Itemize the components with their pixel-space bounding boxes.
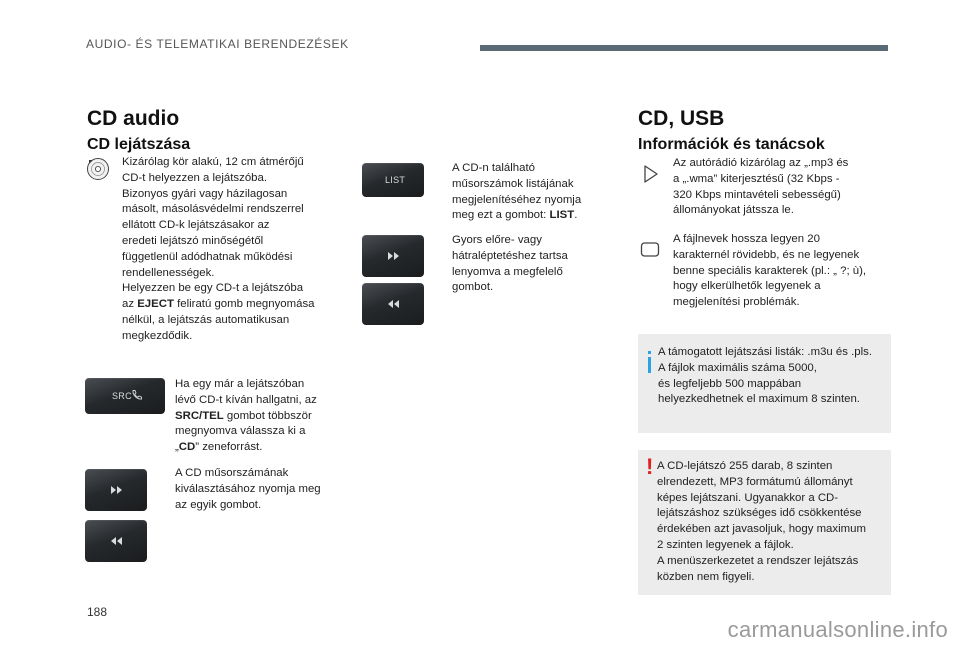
- section-title-cd-usb: CD, USB: [638, 107, 725, 130]
- list-keyword: LIST: [549, 209, 575, 222]
- text-line: gombot.: [452, 281, 494, 294]
- text-fragment: .: [574, 209, 578, 222]
- text-line: elrendezett, MP3 formátumú állományt: [657, 475, 853, 488]
- text-line: [175, 440, 340, 456]
- text-line: A fájlnevek hossza legyen 20: [673, 233, 820, 245]
- section-title-cd-audio: CD audio: [87, 107, 180, 130]
- text-line: megjelenítéséhez nyomja: [452, 193, 582, 206]
- text-fragment: „: [175, 441, 179, 454]
- phone-icon: [131, 389, 143, 401]
- text-line: lenyomva a megfelelő: [452, 265, 563, 278]
- text-line: hogy elkerülhetők legyenek a: [673, 280, 821, 293]
- text-line: érdekében azt javasoljuk, hogy maximum: [657, 523, 866, 536]
- text-line: megkezdődik.: [122, 329, 193, 342]
- text-line: Az autórádió kizárólag az „.mp3 és: [673, 157, 849, 169]
- text-line: és legfeljebb 500 mappában: [658, 377, 802, 390]
- info-icon-dot: [648, 351, 651, 354]
- display-screen-icon: [639, 239, 661, 261]
- text-line: A CD-lejátszó 255 darab, 8 szinten: [657, 460, 833, 472]
- text-line: [452, 208, 602, 224]
- text-line: [175, 409, 340, 425]
- text-line: képes lejátszani. Ugyanakkor a CD-: [657, 491, 839, 504]
- src-button-label: SRC: [112, 391, 132, 401]
- text-line: a „.wma” kiterjesztésű (32 Kbps -: [673, 172, 840, 185]
- info-icon-stem: [648, 357, 651, 373]
- fast-seek-text: [452, 233, 602, 296]
- text-line: közben nem figyeli.: [657, 570, 755, 583]
- text-fragment: feliratú gomb megnyomása: [173, 298, 315, 311]
- text-fragment: az: [122, 298, 138, 311]
- fast-forward-button-image: [362, 235, 424, 277]
- src-tel-button-image: [85, 378, 165, 414]
- text-line: CD-t helyezzen a lejátszóba.: [122, 171, 267, 184]
- warning-note-box: [638, 450, 891, 595]
- text-line: megnyomva válassza ki a: [175, 425, 306, 438]
- text-line: A fájlok maximális száma 5000,: [658, 361, 817, 374]
- text-line: Gyors előre- vagy: [452, 234, 542, 246]
- watermark: carmanualsonline.info: [727, 617, 948, 642]
- text-line: megjelenítési problémák.: [673, 296, 800, 309]
- header-bar: [480, 45, 888, 51]
- info-note-box: [638, 334, 891, 433]
- text-line: lejátszáshoz szükséges idő csökkentése: [657, 507, 862, 520]
- text-line: Helyezzen be egy CD-t a lejátszóba: [122, 282, 304, 295]
- text-line: eredeti lejátszó minőségétől: [122, 234, 264, 247]
- subsection-title-cd-playback: CD lejátszása: [87, 136, 191, 153]
- text-line: [122, 297, 337, 313]
- playlist-info-text: [658, 345, 890, 408]
- fast-forward-icon: [111, 486, 123, 494]
- src-tel-keyword: SRC/TEL: [175, 409, 224, 422]
- cd-disc-icon: [86, 157, 110, 181]
- rewind-icon: [111, 537, 123, 545]
- file-name-text: [673, 232, 893, 311]
- file-format-text: [673, 156, 888, 219]
- track-select-text: [175, 466, 345, 513]
- text-line: 320 Kbps mintavételi sebességű): [673, 188, 841, 201]
- text-line: állományokat játssza le.: [673, 204, 794, 217]
- text-line: műsorszámok listájának: [452, 177, 574, 190]
- eject-keyword: EJECT: [137, 298, 174, 311]
- warning-exclamation-icon: !: [646, 454, 654, 479]
- text-line: az egyik gombot.: [175, 498, 262, 511]
- running-header: AUDIO- ÉS TELEMATIKAI BERENDEZÉSEK: [86, 37, 349, 51]
- page-number: 188: [87, 605, 108, 619]
- text-line: kiválasztásához nyomja meg: [175, 482, 321, 495]
- rewind-icon: [388, 300, 400, 308]
- text-line: benne speciális karakterek (pl.: „ ?; ù),: [673, 264, 867, 277]
- text-line: Kizárólag kör alakú, 12 cm átmérőjű: [122, 156, 304, 168]
- list-button-label: LIST: [385, 175, 406, 185]
- text-line: A CD műsorszámának: [175, 467, 289, 479]
- src-instruction-text: [175, 377, 340, 456]
- text-line: 2 szinten legyenek a fájlok.: [657, 538, 794, 551]
- text-line: helyezkedhetnek el maximum 8 szinten.: [658, 393, 860, 406]
- fast-rewind-button-image: [362, 283, 424, 325]
- text-line: A támogatott lejátszási listák: .m3u és .pls.: [658, 346, 872, 358]
- fast-forward-icon: [388, 252, 400, 260]
- list-button-image: [362, 163, 424, 197]
- text-line: másolt, másolásvédelmi rendszerrel: [122, 203, 304, 216]
- next-track-button-image: [85, 469, 147, 511]
- text-line: függetlenül adódhatnak működési: [122, 250, 293, 263]
- list-instruction-text: [452, 161, 602, 224]
- cd-keyword: CD: [178, 441, 196, 454]
- text-line: A menüszerkezetet a rendszer lejátszás: [657, 554, 859, 567]
- text-line: karakternél rövidebb, és ne legyenek: [673, 248, 860, 261]
- text-fragment: ” zeneforrást.: [195, 441, 263, 454]
- subsection-title-info-tips: Információk és tanácsok: [638, 136, 825, 153]
- text-line: Ha egy már a lejátszóban: [175, 378, 305, 390]
- play-icon: [639, 163, 661, 185]
- text-line: rendellenességek.: [122, 266, 215, 279]
- cd-mp3-warning-text: [657, 459, 891, 585]
- text-fragment: meg ezt a gombot:: [452, 209, 550, 222]
- cd-intro-text: [122, 155, 337, 345]
- text-line: Bizonyos gyári vagy házilagosan: [122, 187, 288, 200]
- text-line: hátraléptetéshez tartsa: [452, 249, 568, 262]
- text-line: nélkül, a lejátszás automatikusan: [122, 313, 290, 326]
- text-line: lévő CD-t kíván hallgatni, az: [175, 393, 317, 406]
- text-fragment: gombot többször: [223, 409, 312, 422]
- text-line: ellátott CD-k lejátszásakor az: [122, 219, 270, 232]
- previous-track-button-image: [85, 520, 147, 562]
- text-line: A CD-n található: [452, 162, 535, 174]
